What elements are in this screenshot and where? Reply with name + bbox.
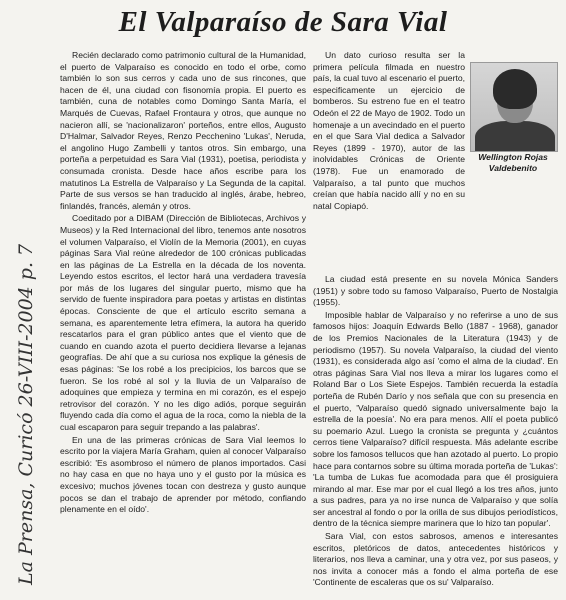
handwritten-source-note: La Prensa, Curicó 26-VIII-2004 p. 7 bbox=[15, 243, 37, 585]
article-paragraph: En una de las primeras crónicas de Sara Vial leemos lo escrito por la viajera María Graham, quien al conocer Valparaíso escribió: 'Es asombroso el número de planos importados. Casi no hay casa en que no haya uno y el gusto por la música es excesivo; muchos jóvenes tocan con destreza y gusto aunque pocos se dan el trabajo de aprender por método, confiando plenamente en el oído'. bbox=[60, 434, 306, 515]
author-surname: Valdebenito bbox=[488, 163, 538, 173]
article-paragraph: Coeditado por a DIBAM (Dirección de Bibliotecas, Archivos y Museos) y la Red Internacional del libro, tenemos ante nosotros el volumen Valparaíso, el Violín de la Memoria (2001), en cuyas páginas Sara Vial reúne alrededor de 100 crónicas publicadas en las páginas de La Estrella en la década de los noventa. Leyendo estos escritos, el lector hará una verdadera travesía por más de los lugares del singular puerto, mismo que ha servido de fuente inspiradora para poetas y artistas en distintas épocas. Consciente de que el artículo escrito semana a semana, es aparentemente letra efímera, la autora ha querido rescatarlos para el gran público antes que el viento que de cuando en cuando azota el puerto decidiera llevarse a lejanas geografías. De ahí que a su curiosa nos explique la génesis de esas páginas: 'Se los robé a los precipicios, los barcos que se fueron. Se los robé al sol y la lluvia de un Valparaíso de adoquines que empieza y termina en mi corazón, es el espejo retrovisor del corazón. Y no les digo adiós, porque seguirán fluyendo cada día como el agua de la roca, como la niebla de la cual escaparon para seguir trepando a las palabras'. bbox=[60, 213, 306, 432]
article-column-right-bottom bbox=[313, 274, 558, 598]
article-paragraph: Sara Vial, con estos sabrosos, amenos e interesantes escritos, pletóricos de datos, antecedentes históricos y literarios, nos lleva a caminar, una y otra vez, por sus paseos, y nos invita a conocer más a fondo el alma porteña de ese 'Continente de escaleras que os su' Valparaíso. bbox=[313, 531, 558, 588]
article-column-right-top bbox=[313, 50, 465, 272]
article-paragraph: Imposible hablar de Valparaíso y no referirse a uno de sus famosos hijos: Joaquín Edwards Bello (1887 - 1968), ganador de los Premios Nacionales de la Literatura (1943) y de periodismo (1957). Su novela Valparaíso, la ciudad del viento (1931), es considerada algo así 'como el alma de la ciudad'. En otras páginas Sara Vial nos lleva a mirar los lugares como el Roland Bar o Los Siete Espejos. También recuerda la estadía porteña de Rubén Darío y nos señala que con su presencia en el puerto, 'Valparaíso quedó signado universalmente bajo la estrella de la poesía'. No era para menos. Allí el poeta publicó su poemario Azul. Luego la cronista se pregunta y ¿cuántos cerros tiene Valparaíso? difícil respuesta. Más adelante escribe sobre los famosos tellucos que han azotado al puerto. Lo propio hace para contarnos sobre su última morada porteña de 'Lukas': 'La tumba de Lukas fue acomodada para que él prosiguiera mirando al mar. Ese mar por el cual llegó a los tres años, junto a sus padres, para ya no irse nunca de Valparaíso y que solía ser ancestral al fondo o por la orilla de sus dibujos periodísticos, dentro de la técnica siempre marinera que lo hizo tan popular'. bbox=[313, 309, 558, 529]
article-column-left bbox=[60, 50, 306, 598]
article-paragraph: Recién declarado como patrimonio cultural de la Humanidad, el puerto de Valparaíso es conocido en todo el orbe, como también lo son sus cerros y cada uno de sus rincones, que hacen de él, una ciudad con fisonomía propia. El puerto es también, cuna de notables como Domingo Santa María, el Marqués de Cuevas, Rafael Frontaura y otros, que aunque no nacieron allí, se 'nacionalizaron' porteños, entre ellos, Augusto D'Halmar, Salvador Reyes, Renzo Pecchenino 'Lukas', Neruda, el angolino Hugo Zambelli y tantos otros. Sin embargo, una porteña a perpetuidad es Sara Vial (1931), poetisa, periodista y consumada cronista. Desde hace años escribe para los matutinos La Estrella de Valparaíso y La Segunda de la capital. Parte de sus versos se han traducido al inglés, árabe, hebreo, finlandés, francés, alemán y otros. bbox=[60, 50, 306, 211]
author-name: Wellington Rojas bbox=[478, 152, 548, 162]
author-photo bbox=[470, 62, 558, 152]
article-paragraph: Un dato curioso resulta ser la primera película filmada en nuestro país, la cual tuvo al escenario el puerto, especificamente un ejercicio de bomberos. Su estreno fue en el teatro Odeón el 22 de Mayo de 1902. Todo un homenaje a un avecindado en el puerto en el que Sara Vial dedica a Salvador Reyes (1899 - 1970), autor de las inolvidables Crónicas de Oriente (1978). Fue un enamorado de Valparaíso, a tal punto que muchos creían que había nacido allí y no en su natal Copiapó. bbox=[313, 50, 465, 211]
article-title: El Valparaíso de Sara Vial bbox=[118, 6, 448, 38]
article-paragraph: La ciudad está presente en su novela Mónica Sanders (1951) y sobre todo su famoso Valparaíso, Puerto de Nostalgia (1955). bbox=[313, 274, 558, 308]
author-caption bbox=[470, 152, 556, 174]
